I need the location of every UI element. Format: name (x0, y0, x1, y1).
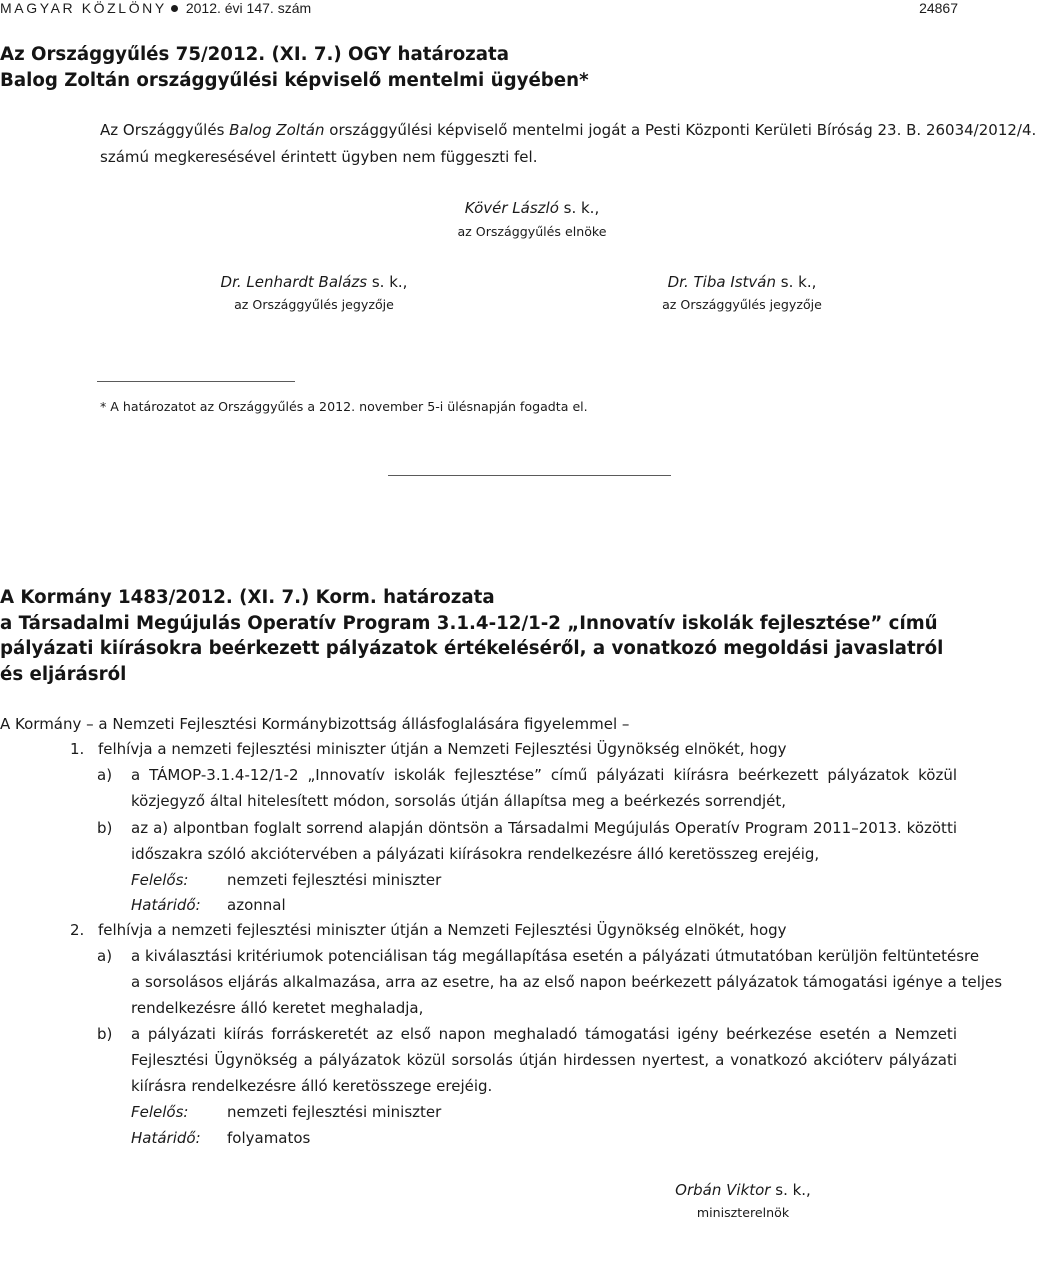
running-header (0, 0, 311, 16)
resolution2-title-line3: pályázati kiírásokra beérkezett pályázatok értékeléséről, a vonatkozó megoldási javaslatról (0, 638, 944, 659)
footnote-divider (97, 381, 295, 382)
item1-text: felhívja a nemzeti fejlesztési miniszter útján a Nemzeti Fejlesztési Ügynökség elnökét, hogy (98, 740, 787, 758)
item2-deadline: folyamatos (227, 1129, 311, 1147)
resolution2-title-line4: és eljárásról (0, 664, 127, 685)
item1b-line2: időszakra szóló akciótervében a pályázati kiírásokra rendelkezésre álló keretösszeg erejéig, (131, 845, 820, 863)
item1b-line1: az a) alpontban foglalt sorrend alapján döntsön a Társadalmi Megújulás Operatív Program 2011–2013. közötti (131, 819, 957, 837)
president-signature: Kövér László s. k., (464, 199, 600, 217)
footnote: * A határozatot az Országgyűlés a 2012. november 5-i ülésnapján fogadta el. (100, 399, 588, 414)
item1a-line1: a TÁMOP-3.1.4-12/1-2 „Innovatív iskolák fejlesztése” című pályázati kiírásra beérkezett pályázatok közül (131, 766, 957, 784)
item1-responsible: nemzeti fejlesztési miniszter (227, 871, 442, 889)
item1-responsible-label: Felelős: (131, 871, 189, 889)
item2a-line3: rendelkezésre álló keretet meghaladja, (131, 999, 424, 1017)
resolution1-title-line1: Az Országgyűlés 75/2012. (XI. 7.) OGY határozata (0, 44, 510, 65)
resolution1-body-line2: számú megkeresésével érintett ügyben nem függeszti fel. (100, 148, 538, 166)
prime-minister-title: miniszterelnök (696, 1205, 790, 1220)
resolution2-title-line1: A Kormány 1483/2012. (XI. 7.) Korm. határozata (0, 587, 495, 608)
resolution1-title-line2: Balog Zoltán országgyűlési képviselő mentelmi ügyében* (0, 70, 589, 91)
item2b-label: b) (97, 1025, 113, 1043)
prime-minister-signature: Orbán Viktor s. k., (675, 1181, 811, 1199)
item2b-line2: Fejlesztési Ügynökség a pályázatok közül sorsolás útján hirdessen nyertest, a vonatkozó akcióterv pályázati (131, 1051, 957, 1069)
resolution2-title-line2: a Társadalmi Megújulás Operatív Program 3.1.4-12/1-2 „Innovatív iskolák fejlesztése” című (0, 613, 938, 634)
bullet-icon (171, 5, 178, 12)
right-clerk-title: az Országgyűlés jegyzője (662, 297, 822, 312)
journal-name: MAGYAR KÖZLÖNY (0, 0, 167, 16)
item2-number: 2. (70, 921, 85, 939)
item2a-line1: a kiválasztási kritériumok potenciálisan tág megállapítása esetén a pályázati útmutatóban kerüljön feltüntetésre (131, 947, 980, 965)
item2a-label: a) (97, 947, 113, 965)
item1-deadline: azonnal (227, 896, 286, 914)
page-number: 24867 (919, 0, 958, 16)
item2b-line1: a pályázati kiírás forráskeretét az első napon meghaladó támogatási igény beérkezése esetén a Nemzeti (131, 1025, 957, 1043)
item1-number: 1. (70, 740, 85, 758)
item1-deadline-label: Határidő: (131, 896, 201, 914)
item2-text: felhívja a nemzeti fejlesztési miniszter útján a Nemzeti Fejlesztési Ügynökség elnökét, hogy (98, 921, 787, 939)
president-title: az Országgyűlés elnöke (457, 224, 607, 239)
item2b-line3: kiírásra rendelkezésre álló keretösszege erejéig. (131, 1077, 493, 1095)
section-divider (388, 475, 671, 476)
mp-name: Balog Zoltán (229, 121, 325, 139)
item2-responsible: nemzeti fejlesztési miniszter (227, 1103, 442, 1121)
item2-responsible-label: Felelős: (131, 1103, 189, 1121)
resolution2-intro: A Kormány – a Nemzeti Fejlesztési Kormánybizottság állásfoglalására figyelemmel – (0, 715, 630, 733)
right-clerk-signature: Dr. Tiba István s. k., (667, 273, 817, 291)
item1a-line2: közjegyző által hitelesített módon, sorsolás útján állapítsa meg a beérkezés sorrendjét, (131, 792, 787, 810)
left-clerk-title: az Országgyűlés jegyzője (234, 297, 394, 312)
item2a-line2: a sorsolásos eljárás alkalmazása, arra az esetre, ha az első napon beérkezett pályázatok támogatási igénye a teljes (131, 973, 1003, 991)
item1a-label: a) (97, 766, 113, 784)
resolution1-body-line1: Az Országgyűlés Balog Zoltán országgyűlési képviselő mentelmi jogát a Pesti Központi Kerületi Bíróság 23. B. 26034/2012/4. (100, 121, 1037, 139)
item1b-label: b) (97, 819, 113, 837)
left-clerk-signature: Dr. Lenhardt Balázs s. k., (220, 273, 408, 291)
issue-number: 2012. évi 147. szám (185, 0, 312, 16)
item2-deadline-label: Határidő: (131, 1129, 201, 1147)
